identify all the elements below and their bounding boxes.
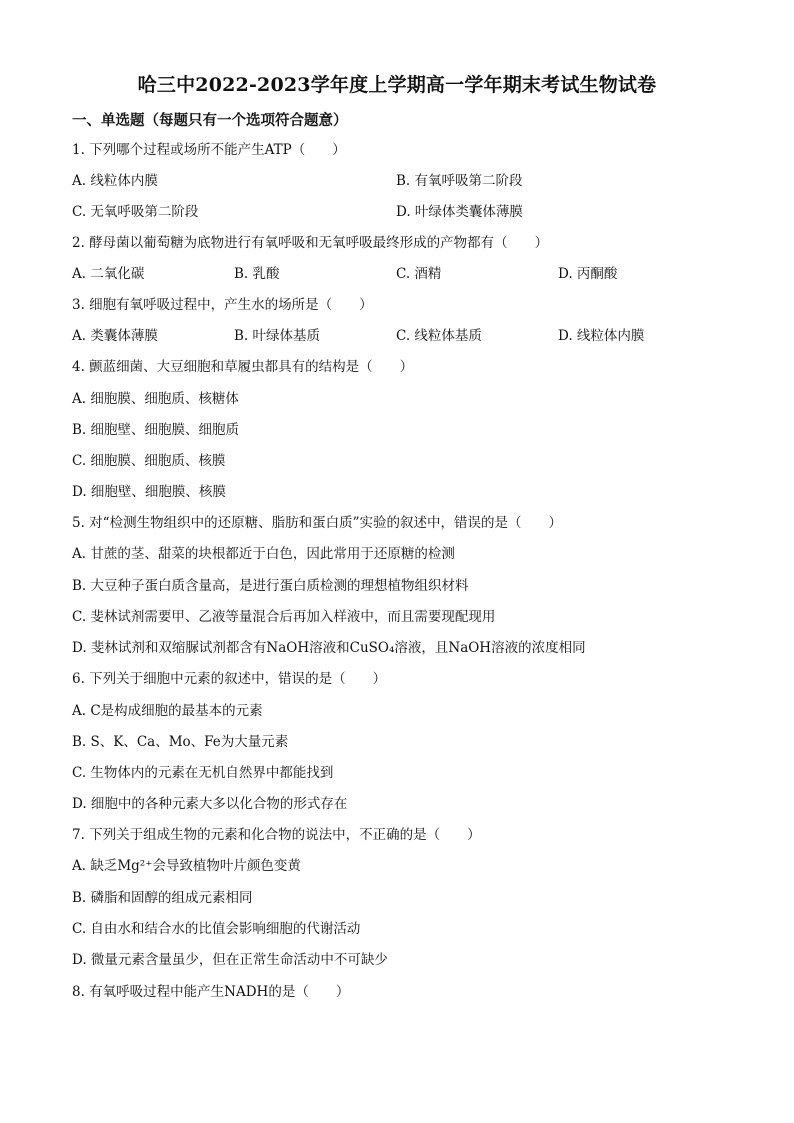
- question-2-stem: 2. 酵母菌以葡萄糖为底物进行有氧呼吸和无氧呼吸最终形成的产物都有（ ）: [72, 235, 549, 251]
- question-1-option-b: B. 有氧呼吸第二阶段: [396, 173, 523, 189]
- section-heading: 一、单选题（每题只有一个选项符合题意）: [72, 112, 348, 129]
- question-6-option-b: B. S、K、Ca、Mo、Fe为大量元素: [72, 734, 289, 750]
- question-7-option-d: D. 微量元素含量虽少，但在正常生命活动中不可缺少: [72, 952, 388, 968]
- question-4-option-a: A. 细胞膜、细胞质、核糖体: [72, 391, 239, 407]
- question-7-option-b: B. 磷脂和固醇的组成元素相同: [72, 890, 253, 906]
- question-8-stem: 8. 有氧呼吸过程中能产生NADH的是（ ）: [72, 984, 350, 1000]
- question-6-option-a: A. C是构成细胞的最基本的元素: [72, 703, 263, 719]
- question-7-option-a: A. 缺乏Mg²⁺会导致植物叶片颜色变黄: [72, 858, 301, 874]
- question-5-option-a: A. 甘蔗的茎、甜菜的块根都近于白色，因此常用于还原糖的检测: [72, 546, 455, 562]
- question-5-option-b: B. 大豆种子蛋白质含量高，是进行蛋白质检测的理想植物组织材料: [72, 578, 469, 594]
- question-3-option-d: D. 线粒体内膜: [558, 328, 645, 344]
- question-1-option-d: D. 叶绿体类囊体薄膜: [396, 204, 523, 220]
- question-1-stem: 1. 下列哪个过程或场所不能产生ATP（ ）: [72, 142, 346, 158]
- question-5-stem: 5. 对“检测生物组织中的还原糖、脂肪和蛋白质”实验的叙述中，错误的是（ ）: [72, 515, 562, 531]
- question-1-option-a: A. 线粒体内膜: [72, 173, 158, 189]
- question-2-option-b: B. 乳酸: [234, 266, 280, 282]
- question-7-option-c: C. 自由水和结合水的比值会影响细胞的代谢活动: [72, 921, 361, 937]
- question-6-option-c: C. 生物体内的元素在无机自然界中都能找到: [72, 765, 334, 781]
- question-5-option-c: C. 斐林试剂需要甲、乙液等量混合后再加入样液中，而且需要现配现用: [72, 609, 496, 625]
- question-4-option-b: B. 细胞壁、细胞膜、细胞质: [72, 422, 240, 438]
- exam-title: 哈三中2022-2023学年度上学期高一学年期末考试生物试卷: [137, 74, 657, 96]
- question-1-option-c: C. 无氧呼吸第二阶段: [72, 204, 199, 220]
- question-4-option-c: C. 细胞膜、细胞质、核膜: [72, 453, 226, 469]
- question-2-option-a: A. 二氧化碳: [72, 266, 145, 282]
- question-4-stem: 4. 颤蓝细菌、大豆细胞和草履虫都具有的结构是（ ）: [72, 359, 414, 375]
- question-3-option-b: B. 叶绿体基质: [234, 328, 321, 344]
- question-3-option-a: A. 类囊体薄膜: [72, 328, 158, 344]
- question-2-option-d: D. 丙酮酸: [558, 266, 618, 282]
- question-6-option-d: D. 细胞中的各种元素大多以化合物的形式存在: [72, 796, 348, 812]
- question-3-option-c: C. 线粒体基质: [396, 328, 482, 344]
- question-7-stem: 7. 下列关于组成生物的元素和化合物的说法中，不正确的是（ ）: [72, 827, 481, 843]
- question-2-option-c: C. 酒精: [396, 266, 442, 282]
- question-3-stem: 3. 细胞有氧呼吸过程中，产生水的场所是（ ）: [72, 297, 373, 313]
- question-6-stem: 6. 下列关于细胞中元素的叙述中，错误的是（ ）: [72, 671, 387, 687]
- question-5-option-d: D. 斐林试剂和双缩脲试剂都含有NaOH溶液和CuSO₄溶液，且NaOH溶液的浓度相同: [72, 640, 586, 656]
- question-4-option-d: D. 细胞壁、细胞膜、核膜: [72, 484, 226, 500]
